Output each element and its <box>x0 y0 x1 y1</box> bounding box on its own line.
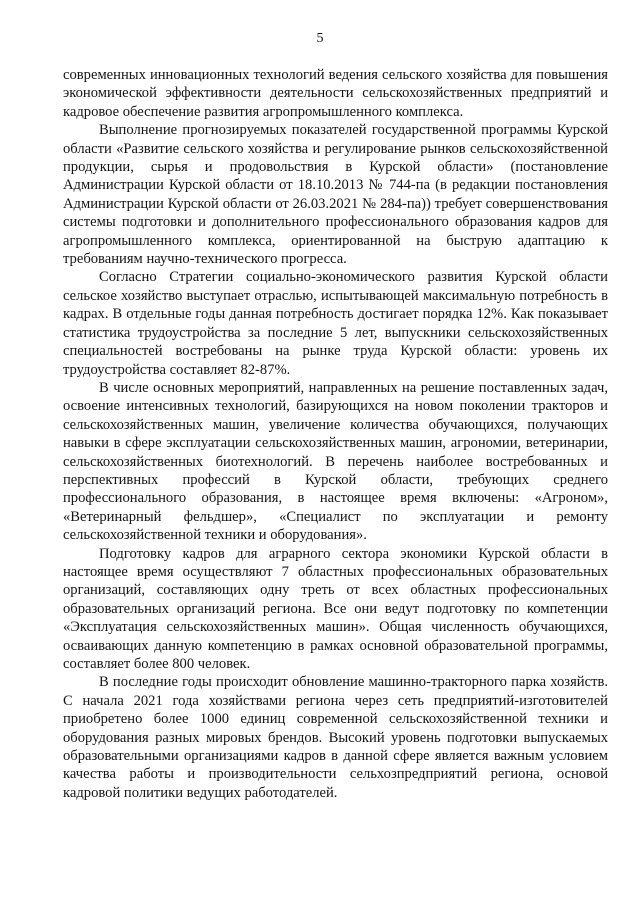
paragraph-training-organizations: Подготовку кадров для аграрного сектора экономики Курской области в настоящее время осуществляют 7 областных профессиональных образовательных организаций, составляющих одну треть от всех областных профессиональных образовательных организаций региона. Все они ведут подготовку по компетенции «Эксплуатация сельскохозяйственных машин». Общая численность обучающихся, осваивающих данную компетенцию в рамках основной образовательной программы, составляет более 800 человек. <box>63 545 608 672</box>
paragraph-strategy: Согласно Стратегии социально-экономического развития Курской области сельское хозяйство выступает отраслью, испытывающей максимальную потребность в кадрах. В отдельные годы данная потребность достигает порядка 12%. Как показывает статистика трудоустройства за последние 5 лет, выпускники сельскохозяйственных специальностей востребованы на рынке труда Курской области: уровень их трудоустройства составляет 82-87%. <box>63 269 608 378</box>
paragraph-state-program: Выполнение прогнозируемых показателей государственной программы Курской области «Развитие сельского хозяйства и регулирование рынков сельскохозяйственной продукции, сырья и продовольствия в Курской области» (постановление Администрации Курской области от 18.10.2013 № 744-па (в редакции постановления Администрации Курской области от 26.03.2021 № 284-па)) требует совершенствования системы подготовки и дополнительного профессионального образования кадров для агропромышленного комплекса, ориентированной на быструю адаптацию к требованиям научно-технического прогресса. <box>63 122 608 268</box>
document-body <box>63 66 608 802</box>
paragraph-continuation: современных инновационных технологий ведения сельского хозяйства для повышения экономической эффективности деятельности сельскохозяйственных предприятий и кадровое обеспечение развития агропромышленного комплекса. <box>63 67 608 120</box>
paragraph-fleet-renewal: В последние годы происходит обновление машинно-тракторного парка хозяйств. С начала 2021 года хозяйствами региона через сеть предприятий-изготовителей приобретено более 1000 единиц современной сельскохозяйственной техники и оборудования разных мировых брендов. Высокий уровень подготовки выпускаемых образовательными организациями кадров в данной сфере является важным условием качества работы и производительности сельхозпредприятий региона, основой кадровой политики ведущих работодателей. <box>63 674 608 801</box>
paragraph-main-measures: В числе основных мероприятий, направленных на решение поставленных задач, освоение интенсивных технологий, базирующихся на новом поколении тракторов и сельскохозяйственных машин, увеличение количества обучающихся, получающих навыки в сфере эксплуатации сельскохозяйственных машин, агрономии, ветеринарии, сельскохозяйственных биотехнологий. В перечень наиболее востребованных и перспективных профессий в Курской области, требующих среднего профессионального образования, в настоящее время включены: «Агроном», «Ветеринарный фельдшер», «Специалист по эксплуатации и ремонту сельскохозяйственной техники и оборудования». <box>63 379 608 544</box>
page-number: 5 <box>316 31 324 46</box>
